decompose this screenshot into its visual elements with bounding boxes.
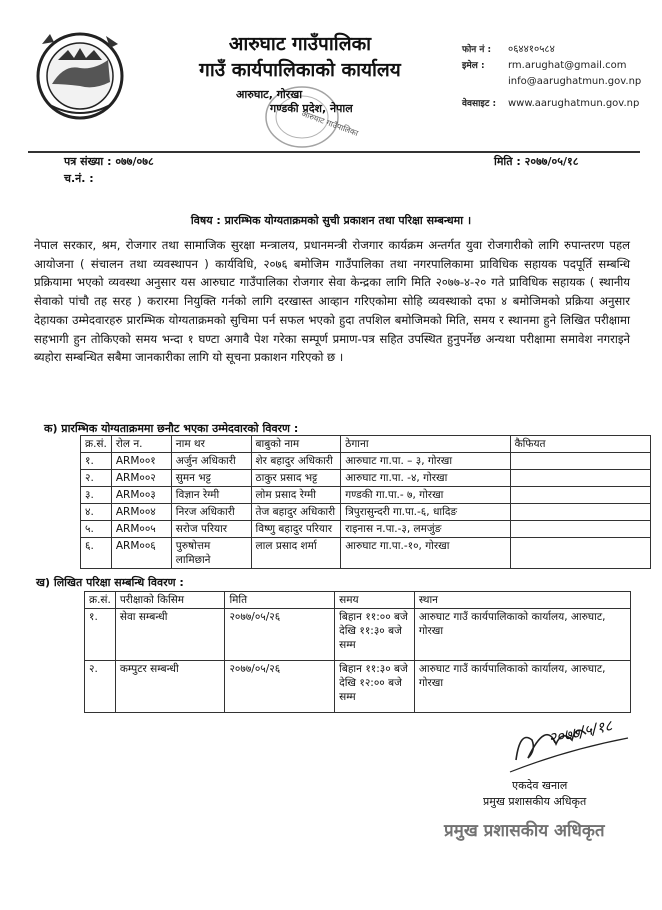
col-date: मिति <box>225 592 335 609</box>
signatory-position: प्रमुख प्रशासकीय अधिकृत <box>483 795 587 808</box>
contact-website <box>462 96 639 109</box>
cell-sn: १. <box>85 609 116 661</box>
cell-remarks <box>510 538 650 569</box>
email-label: इमेल : <box>462 61 485 71</box>
phone-value: ०६४४१०५८४ <box>508 44 555 55</box>
cell-venue: आरुघाट गाउँ कार्यपालिकाको कार्यालय, आरुघाट, गोरखा <box>414 661 630 713</box>
cell-address: गण्डकी गा.पा.- ७, गोरखा <box>341 487 510 504</box>
cell-address: आरुघाट गा.पा. -४, गोरखा <box>341 470 510 487</box>
cell-sn: २. <box>85 661 116 713</box>
contact-phone <box>462 41 555 55</box>
cell-father: शेर बहादुर अधिकारी <box>251 453 341 470</box>
cell-name: विज्ञान रेग्मी <box>171 487 251 504</box>
col-name: नाम थर <box>171 436 251 453</box>
table-row <box>81 453 651 470</box>
col-sn: क्र.सं. <box>85 592 116 609</box>
cell-father: ठाकुर प्रसाद भट्ट <box>251 470 341 487</box>
cell-roll: ARM००३ <box>111 487 171 504</box>
cell-sn: ३. <box>81 487 112 504</box>
office-subtitle-line1: आरुघाट, गोरखा <box>236 88 303 101</box>
col-sn: क्र.सं. <box>81 436 112 453</box>
date-value: २०७७/०५/१८ <box>524 155 579 168</box>
position-seal: प्रमुख प्रशासकीय अधिकृत <box>444 821 605 841</box>
table-row <box>81 521 651 538</box>
letter-body: नेपाल सरकार, श्रम, रोजगार तथा सामाजिक सुरक्षा मन्त्रालय, प्रधानमन्त्री रोजगार कार्यक्रम अन्तर्गत युवा रोजगारीको लागि रुपान्तरण पहल आयोजना ( संचालन तथा व्यवस्थापन ) कार्यविधि, २०७६ बमोजिम गाउँपालिका तथा नगरपालिकामा प्राविधिक सहायक पदपूर्ति सम्बन्धि प्रक्रियामा भएको व्यवस्था अनुसार यस आरुघाट गाउँपालिका रोजगार सेवा केन्द्रका लागि मिति २०७७-४-२० गते प्राविधिक सहायक ( स्थानीय सेवाको पांचौ तह सरह ) करारमा नियुक्ति गर्नको लागि दरखास्त आव्हान गरिएकोमा सोहि व्यवस्थाको दफा ४ बमोजिमको प्रक्रिया अनुसार देहायका उम्मेदवारहरु प्रारम्भिक योग्यताक्रमको सुचिमा पर्न सफल भएको हुदा तपशिल बमोजिमको मिति, समय र स्थानमा हुने लिखित परीक्षामा सहभागी हुन तोकिएको समय भन्दा १ घण्टा अगावै पेश गरेका सम्पूर्ण प्रमाण-पत्र सहित उपस्थित हुनुपर्नेछ अन्यथा परीक्षामा समावेश नगराइने ब्यहोरा सम्बन्धित सबैमा जानकारीका लागि यो सूचना प्रकाशन गरिएको छ । <box>34 238 630 365</box>
candidates-table-header <box>81 436 651 453</box>
cell-roll: ARM००२ <box>111 470 171 487</box>
date-label: मिति : <box>494 155 521 168</box>
cell-roll: ARM००५ <box>111 521 171 538</box>
cell-time: बिहान ११:३० बजे देखि १२:०० बजे सम्म <box>335 661 415 713</box>
candidates-table <box>80 435 651 569</box>
cell-remarks <box>510 487 650 504</box>
exam-table <box>84 591 631 713</box>
phone-label: फोन नं : <box>462 45 492 55</box>
cell-address: राइनास न.पा.-३, लमजुंङ <box>341 521 510 538</box>
cell-name: पुरुषोत्तम लामिछाने <box>171 538 251 569</box>
signature-date: २०७७/५/१८ <box>546 716 614 748</box>
cell-venue: आरुघाट गाउँ कार्यपालिकाको कार्यालय, आरुघाट, गोरखा <box>414 609 630 661</box>
col-time: समय <box>335 592 415 609</box>
cell-roll: ARM००६ <box>111 538 171 569</box>
contact-email <box>462 58 626 71</box>
table-row <box>81 487 651 504</box>
table-row <box>81 538 651 569</box>
dispatch-label: च.नं. : <box>64 172 94 185</box>
table-row <box>85 609 631 661</box>
cell-sn: ४. <box>81 504 112 521</box>
cell-time: बिहान ११:०० बजे देखि ११:३० बजे सम्म <box>335 609 415 661</box>
letter-subject: विषय : प्रारम्भिक योग्यताक्रमको सुची प्रकाशन तथा परिक्षा सम्बन्धमा । <box>190 214 472 227</box>
cell-father: लाल प्रसाद शर्मा <box>251 538 341 569</box>
table-row <box>81 470 651 487</box>
cell-roll: ARM००१ <box>111 453 171 470</box>
cell-date: २०७७/०५/२६ <box>225 609 335 661</box>
cell-name: निरज अधिकारी <box>171 504 251 521</box>
letter-date <box>494 154 578 169</box>
cell-name: अर्जुन अधिकारी <box>171 453 251 470</box>
cell-father: विष्णु बहादुर परियार <box>251 521 341 538</box>
cell-exam-type: कम्पुटर सम्बन्धी <box>115 661 225 713</box>
office-subtitle-line2: गण्डकी प्रदेश, नेपाल <box>270 102 353 115</box>
cell-sn: ६. <box>81 538 112 569</box>
col-remarks: कैफियत <box>510 436 650 453</box>
header-divider <box>28 151 640 153</box>
cell-name: सुमन भट्ट <box>171 470 251 487</box>
section-b-heading: ख) लिखित परिक्षा सम्बन्धि विवरण : <box>36 576 184 589</box>
website-label: वेवसाइट : <box>462 99 497 109</box>
exam-table-header <box>85 592 631 609</box>
office-title-line1: आरुघाट गाउँपालिका <box>228 33 372 55</box>
email-value-2: info@aarughatmun.gov.np <box>508 76 642 87</box>
col-father: बाबुको नाम <box>251 436 341 453</box>
cell-sn: २. <box>81 470 112 487</box>
cell-sn: १. <box>81 453 112 470</box>
col-exam-type: परीक्षाको किसिम <box>115 592 225 609</box>
cell-address: आरुघाट गा.पा.-१०, गोरखा <box>341 538 510 569</box>
cell-sn: ५. <box>81 521 112 538</box>
cell-remarks <box>510 470 650 487</box>
office-title-line2: गाउँ कार्यपालिकाको कार्यालय <box>199 59 401 81</box>
section-a-heading: क) प्रारम्भिक योग्यताक्रममा छनौट भएका उम्मेदवारको विवरण : <box>44 422 299 435</box>
email-value-1: rm.arughat@gmail.com <box>508 60 627 71</box>
ref-label: पत्र संख्या : <box>64 155 112 168</box>
table-row <box>81 504 651 521</box>
stamp-text: आरुघाट गाउँपालिका <box>300 109 360 138</box>
ref-number <box>64 154 154 169</box>
cell-remarks <box>510 521 650 538</box>
cell-remarks <box>510 453 650 470</box>
col-address: ठेगाना <box>341 436 510 453</box>
cell-father: लोम प्रसाद रेग्मी <box>251 487 341 504</box>
cell-name: सरोज परियार <box>171 521 251 538</box>
col-roll: रोल न. <box>111 436 171 453</box>
col-venue: स्थान <box>414 592 630 609</box>
cell-address: आरुघाट गा.पा. – ३, गोरखा <box>341 453 510 470</box>
cell-exam-type: सेवा सम्बन्धी <box>115 609 225 661</box>
cell-roll: ARM००४ <box>111 504 171 521</box>
cell-date: २०७७/०५/२६ <box>225 661 335 713</box>
signature-icon <box>506 710 636 780</box>
cell-remarks <box>510 504 650 521</box>
cell-address: त्रिपुरासुन्दरी गा.पा.-६, धादिङ <box>341 504 510 521</box>
table-row <box>85 661 631 713</box>
ref-value: ०७७/०७८ <box>115 155 154 168</box>
signatory-name: एकदेव खनाल <box>512 779 568 792</box>
website-value: www.aarughatmun.gov.np <box>508 98 640 109</box>
cell-father: तेज बहादुर अधिकारी <box>251 504 341 521</box>
